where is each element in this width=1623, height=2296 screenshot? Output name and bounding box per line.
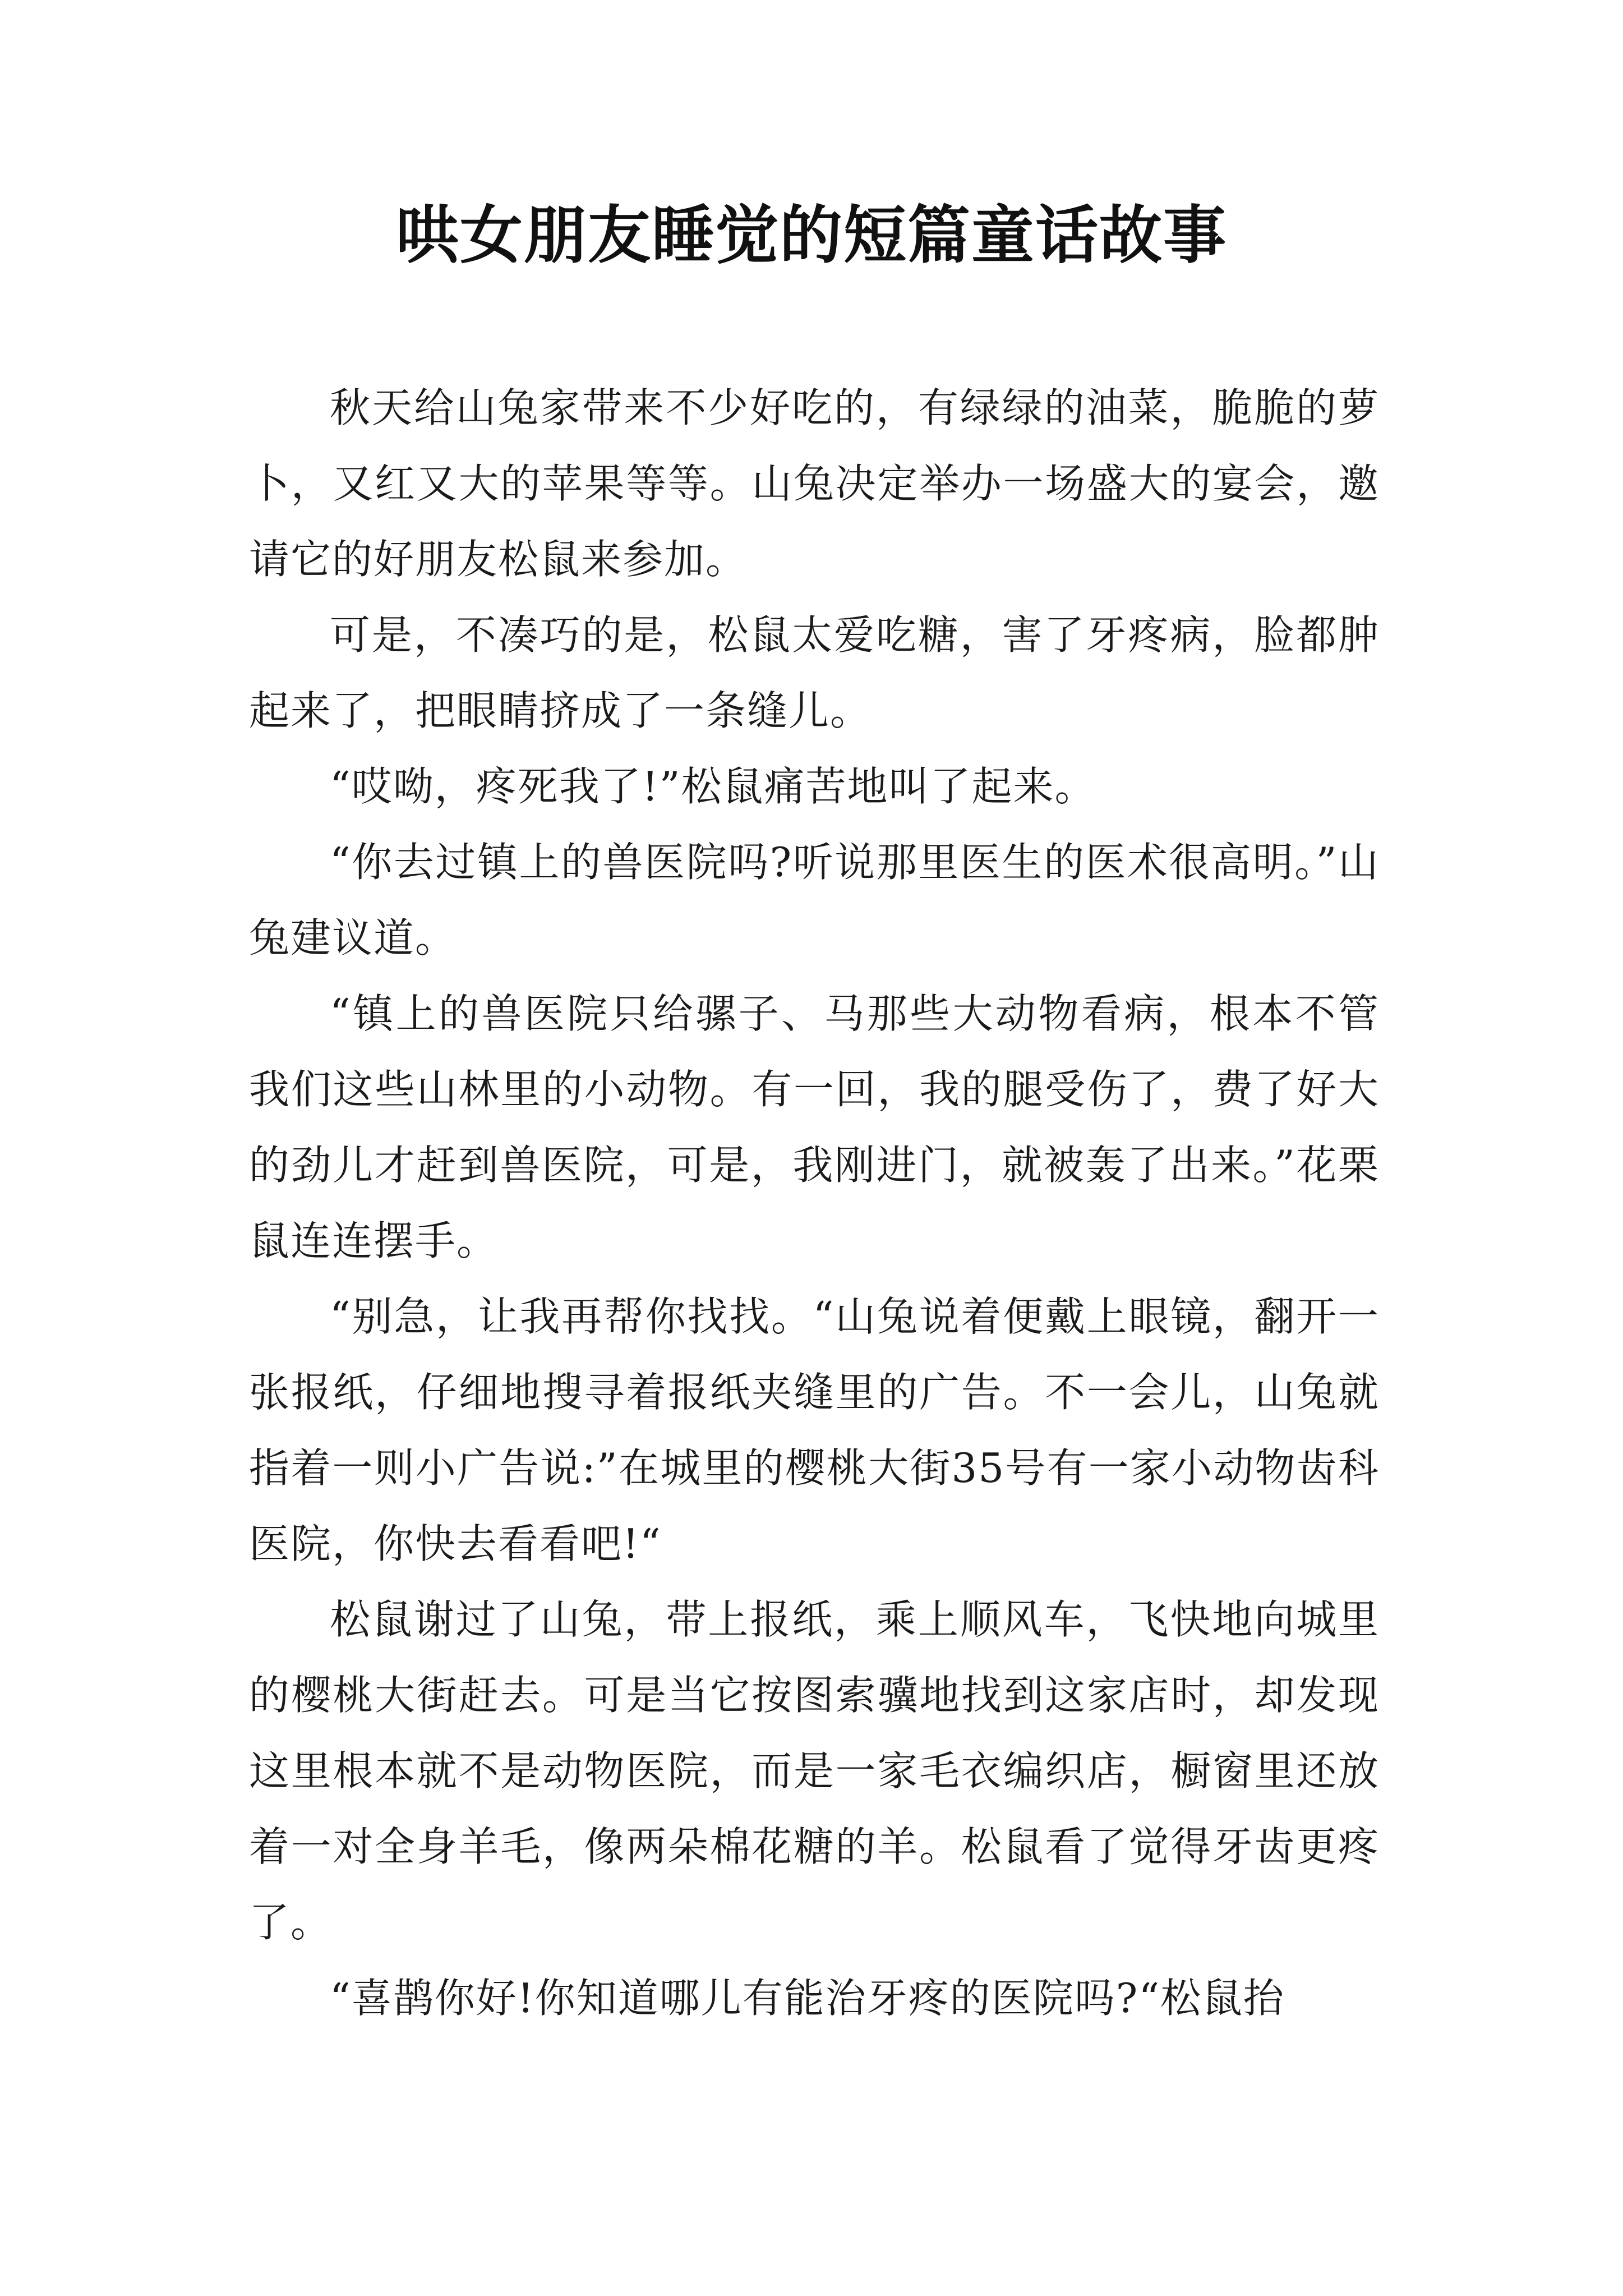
document-title: 哄女朋友睡觉的短篇童话故事 bbox=[396, 199, 1227, 272]
paragraph: “你去过镇上的兽医院吗?听说那里医生的医术很高明。”山兔建议道。 bbox=[249, 839, 1380, 961]
paragraph: “镇上的兽医院只给骡子、马那些大动物看病，根本不管我们这些山林里的小动物。有一回，我的腿受伤了，费了好大的劲儿才赶到兽医院，可是，我刚进门，就被轰了出来。”花栗鼠连连摆手。 bbox=[249, 990, 1380, 1264]
paragraph: “别急，让我再帮你找找。“山兔说着便戴上眼镜，翻开一张报纸，仔细地搜寻着报纸夹缝里的广告。不一会儿，山兔就指着一则小广告说:”在城里的樱桃大街35号有一家小动物齿科医院，你快去看看吧!“ bbox=[249, 1293, 1380, 1567]
paragraph: “哎呦，疼死我了!”松鼠痛苦地叫了起来。 bbox=[330, 763, 1096, 810]
paragraph: 秋天给山兔家带来不少好吃的，有绿绿的油菜，脆脆的萝卜，又红又大的苹果等等。山兔决定举办一场盛大的宴会，邀请它的好朋友松鼠来参加。 bbox=[249, 384, 1380, 583]
paragraph: “喜鹊你好!你知道哪儿有能治牙疼的医院吗?“松鼠抬 bbox=[330, 1975, 1285, 2022]
paragraph: 松鼠谢过了山兔，带上报纸，乘上顺风车，飞快地向城里的樱桃大街赶去。可是当它按图索骥地找到这家店时，却发现这里根本就不是动物医院，而是一家毛衣编织店，橱窗里还放着一对全身羊毛，像两朵棉花糖的羊。松鼠看了觉得牙齿更疼了。 bbox=[249, 1596, 1380, 1946]
paragraph: 可是，不凑巧的是，松鼠太爱吃糖，害了牙疼病，脸都肿起来了，把眼睛挤成了一条缝儿。 bbox=[249, 611, 1380, 734]
document-body bbox=[249, 370, 1380, 2036]
